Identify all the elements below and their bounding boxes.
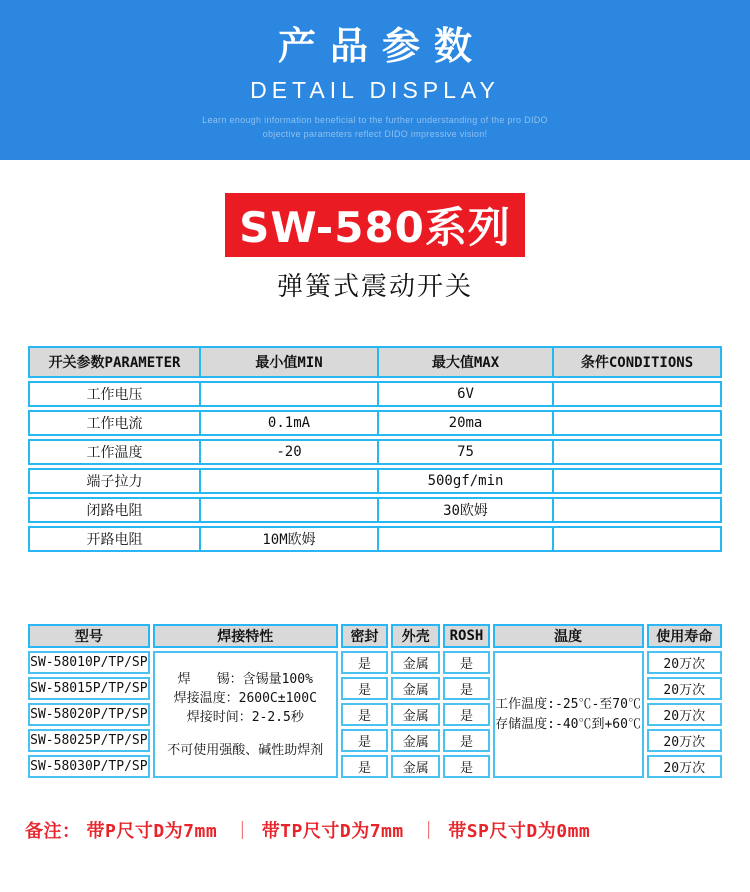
column-header-sealed: 密封 [341,624,388,648]
max-value-cell: 30欧姆 [379,497,554,523]
max-value-cell: 75 [379,439,554,465]
banner-tagline-line1: Learn enough information beneficial to the further understanding of the pro DIDO [202,114,548,125]
column-header-conditions: 条件CONDITIONS [554,346,722,378]
column-header-model: 型号 [28,624,150,648]
condition-cell [554,381,722,407]
min-value-cell [201,381,379,407]
table-row [28,497,722,523]
column-header-temperature: 温度 [493,624,644,648]
column-header-max: 最大值MAX [379,346,554,378]
lifespan-cell: 20万次 [647,755,722,778]
condition-cell [554,526,722,552]
parameter-name-cell: 闭路电阻 [28,497,201,523]
welding-line-3: 焊接时间：2-2.5秒 [186,709,304,725]
condition-cell [554,410,722,436]
banner-tagline-line2: objective parameters reflect DIDO impressive vision! [262,128,488,139]
rosh-cell: 是 [443,677,489,700]
welding-line-4: 不可使用强酸、碱性助焊剂 [167,742,324,758]
max-value-cell: 500gf/min [379,468,554,494]
column-header-parameter: 开关参数PARAMETER [28,346,201,378]
welding-spacer [155,727,336,741]
parameter-table [28,343,722,555]
banner-title: 产品参数 [277,26,486,69]
condition-cell [554,439,722,465]
column-header-welding: 焊接特性 [153,624,338,648]
rosh-cell: 是 [443,755,489,778]
sealed-cell: 是 [341,651,388,674]
condition-cell [554,497,722,523]
model-cell: SW-58025P/TP/SP [28,729,150,752]
rosh-cell: 是 [443,729,489,752]
series-name-box [225,193,525,257]
model-cell: SW-58010P/TP/SP [28,651,150,674]
min-value-cell: 0.1mA [201,410,379,436]
banner-subtitle: DETAIL DISPLAY [250,76,500,103]
product-parameters-banner [0,0,750,160]
parameter-name-cell: 端子拉力 [28,468,201,494]
model-table [25,621,725,781]
remarks-label: 备注： [25,821,81,842]
max-value-cell: 20ma [379,410,554,436]
lifespan-cell: 20万次 [647,729,722,752]
parameter-table-header-row [28,346,722,378]
remarks-separator: ｜ [233,821,252,842]
shell-cell: 金属 [391,755,440,778]
column-header-rosh: ROSH [443,624,489,648]
rosh-cell: 是 [443,651,489,674]
remarks-item-3: 带SP尺寸D为0mm [448,821,591,842]
remarks-item-1: 带P尺寸D为7mm [86,821,218,842]
welding-spec-cell [153,651,338,778]
remarks-separator: ｜ [419,821,439,842]
model-cell: SW-58015P/TP/SP [28,677,150,700]
temperature-line-2: 存储温度:-40℃到+60℃ [495,716,641,732]
model-cell: SW-58030P/TP/SP [28,755,150,778]
lifespan-cell: 20万次 [647,677,722,700]
column-header-min: 最小值MIN [201,346,379,378]
parameter-name-cell: 开路电阻 [28,526,201,552]
sealed-cell: 是 [341,755,388,778]
min-value-cell: 10M欧姆 [201,526,379,552]
model-cell: SW-58020P/TP/SP [28,703,150,726]
lifespan-cell: 20万次 [647,651,722,674]
model-table-header-row [28,624,722,648]
table-row [28,468,722,494]
sealed-cell: 是 [341,729,388,752]
max-value-cell [379,526,554,552]
temperature-block [495,695,641,735]
remarks-item-2: 带TP尺寸D为7mm [261,821,404,842]
column-header-shell: 外壳 [391,624,440,648]
series-description: 弹簧式震动开关 [276,271,473,301]
welding-line-1: 焊 锡：含锡量100% [177,671,313,687]
max-value-cell: 6V [379,381,554,407]
series-name: SW-580系列 [239,203,511,252]
sealed-cell: 是 [341,703,388,726]
column-header-lifespan: 使用寿命 [647,624,722,648]
parameter-name-cell: 工作电流 [28,410,201,436]
condition-cell [554,468,722,494]
temperature-spec-cell [493,651,644,778]
welding-line-2: 焊接温度：2600C±100C [173,690,317,706]
parameter-name-cell: 工作温度 [28,439,201,465]
rosh-cell: 是 [443,703,489,726]
sealed-cell: 是 [341,677,388,700]
table-row [28,410,722,436]
table-row [28,526,722,552]
shell-cell: 金属 [391,677,440,700]
table-row [28,381,722,407]
min-value-cell [201,497,379,523]
parameter-name-cell: 工作电压 [28,381,201,407]
temperature-line-1: 工作温度:-25℃-至70℃ [495,696,641,712]
shell-cell: 金属 [391,703,440,726]
remarks-note [25,817,750,843]
shell-cell: 金属 [391,729,440,752]
lifespan-cell: 20万次 [647,703,722,726]
min-value-cell: -20 [201,439,379,465]
min-value-cell [201,468,379,494]
table-row [28,651,722,674]
table-row [28,439,722,465]
shell-cell: 金属 [391,651,440,674]
